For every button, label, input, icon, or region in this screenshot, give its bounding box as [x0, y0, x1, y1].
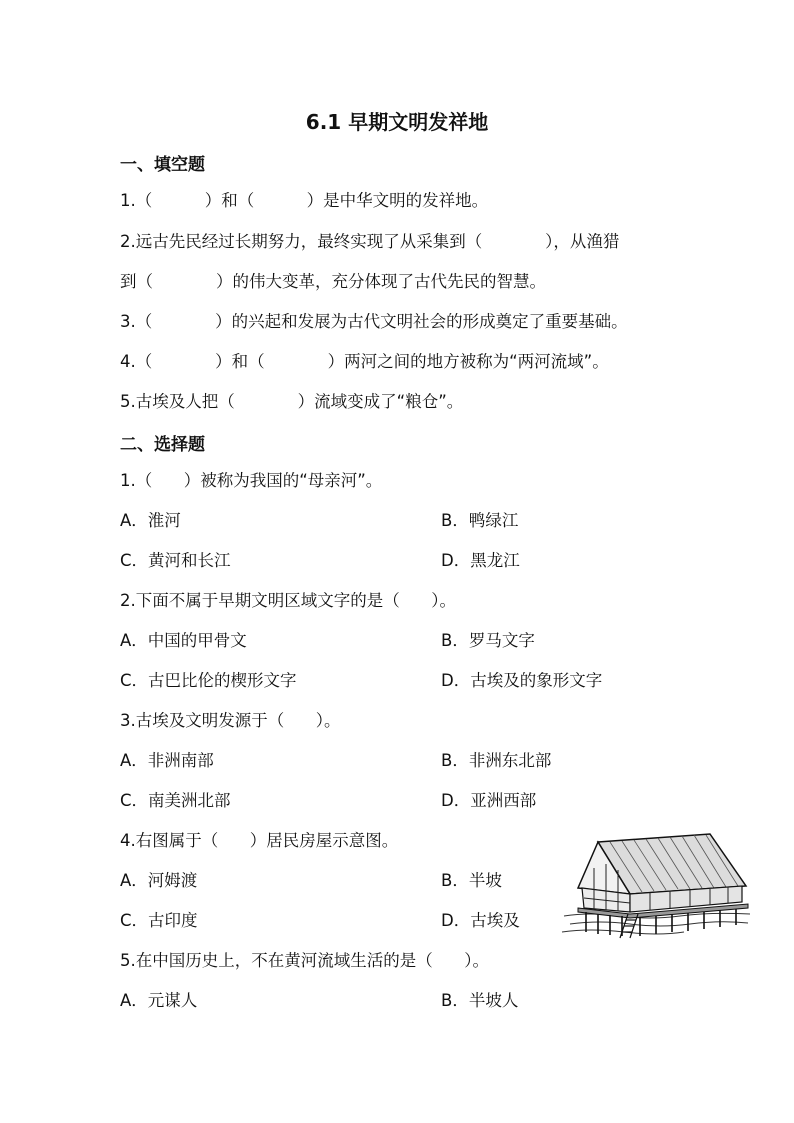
fill-question-3: 3.（ ）的兴起和发展为古代文明社会的形成奠定了重要基础。: [120, 312, 628, 331]
choice-5-option-b: B．半坡人: [441, 991, 519, 1010]
choice-1-option-b: B．鸭绿江: [441, 511, 519, 530]
choice-4-option-b: B．半坡: [441, 871, 502, 890]
choice-question-1: 1.（ ）被称为我国的“母亲河”。: [120, 471, 383, 490]
choice-4-option-c: C．古印度: [120, 911, 198, 930]
section-fill-in-heading: 一、填空题: [120, 155, 205, 175]
choice-5-option-a: A．元谋人: [120, 991, 198, 1010]
fill-question-2-line-2: 到（ ）的伟大变革，充分体现了古代先民的智慧。: [120, 272, 546, 291]
choice-1-option-c: C．黄河和长江: [120, 551, 231, 570]
choice-2-option-b: B．罗马文字: [441, 631, 535, 650]
choice-question-5: 5.在中国历史上，不在黄河流域生活的是（ ）。: [120, 951, 489, 970]
choice-question-4: 4.右图属于（ ）居民房屋示意图。: [120, 831, 399, 850]
stilt-house-illustration: [560, 828, 754, 940]
choice-3-option-c: C．南美洲北部: [120, 791, 231, 810]
fill-question-4: 4.（ ）和（ ）两河之间的地方被称为“两河流域”。: [120, 352, 609, 371]
choice-3-option-d: D．亚洲西部: [441, 791, 537, 810]
choice-1-option-a: A．淮河: [120, 511, 181, 530]
fill-question-1: 1.（ ）和（ ）是中华文明的发祥地。: [120, 191, 489, 210]
section-choice-heading: 二、选择题: [120, 435, 205, 455]
choice-question-2: 2.下面不属于早期文明区域文字的是（ ）。: [120, 591, 456, 610]
choice-2-option-a: A．中国的甲骨文: [120, 631, 247, 650]
choice-3-option-b: B．非洲东北部: [441, 751, 552, 770]
fill-question-2-line-1: 2.远古先民经过长期努力，最终实现了从采集到（ ），从渔猎: [120, 232, 620, 251]
choice-2-option-d: D．古埃及的象形文字: [441, 671, 603, 690]
choice-1-option-d: D．黑龙江: [441, 551, 520, 570]
choice-question-3: 3.古埃及文明发源于（ ）。: [120, 711, 341, 730]
page-title: 6.1 早期文明发祥地: [305, 110, 489, 134]
choice-2-option-c: C．古巴比伦的楔形文字: [120, 671, 297, 690]
choice-4-option-d: D．古埃及: [441, 911, 520, 930]
choice-4-option-a: A．河姆渡: [120, 871, 198, 890]
choice-3-option-a: A．非洲南部: [120, 751, 214, 770]
fill-question-5: 5.古埃及人把（ ）流域变成了“粮仓”。: [120, 392, 464, 411]
